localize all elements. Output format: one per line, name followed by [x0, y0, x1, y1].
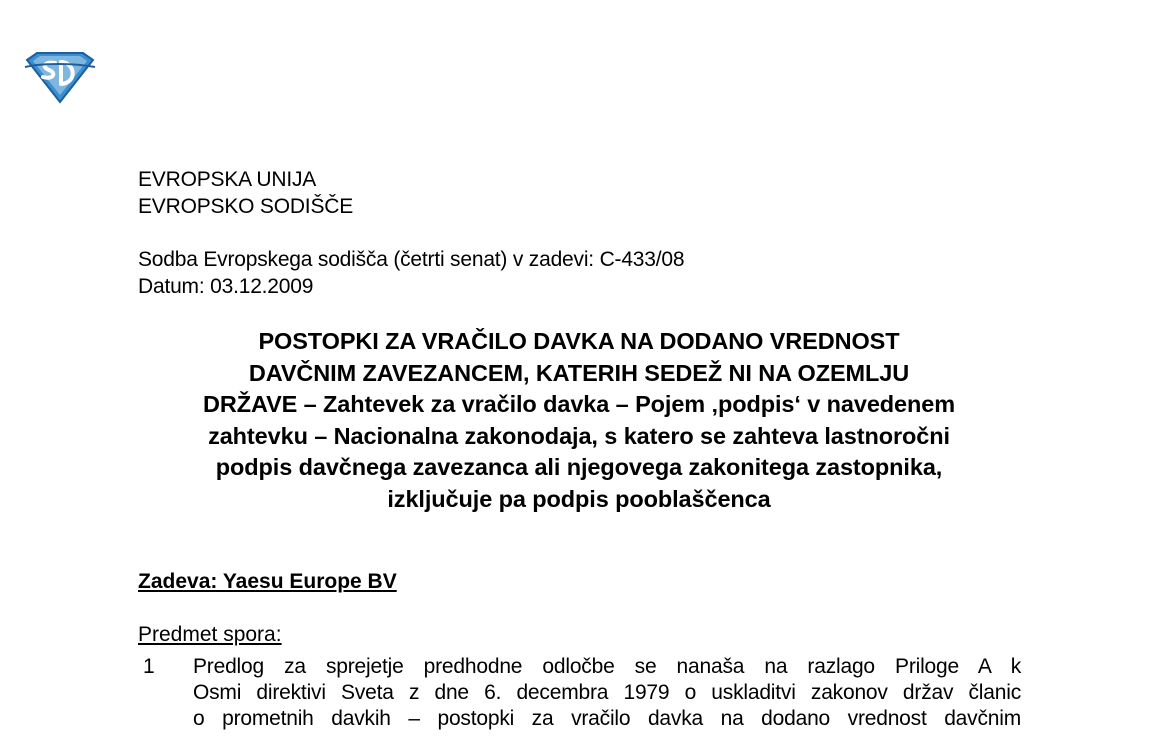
case-date: Datum: 03.12.2009 — [138, 275, 314, 298]
title-line: DRŽAVE – Zahtevek za vračilo davka – Pojem ‚podpis‘ v navedenem — [202, 391, 956, 418]
court-header — [138, 166, 353, 220]
header-court: EVROPSKO SODIŠČE — [138, 195, 354, 218]
paragraph-line: Osmi direktivi Sveta z dne 6. decembra 1979 o uskladitvi zakonov držav članic — [193, 681, 1021, 704]
sd-diamond-logo-icon — [23, 50, 97, 104]
paragraph-number: 1 — [143, 655, 155, 678]
header-union: EVROPSKA UNIJA — [138, 168, 317, 191]
paragraph-body — [193, 654, 1021, 732]
dispute-label: Predmet spora: — [138, 623, 282, 646]
document-title — [130, 326, 1028, 516]
title-line: DAVČNIM ZAVEZANCEM, KATERIH SEDEŽ NI NA OZEMLJU — [248, 359, 910, 386]
case-judgment: Sodba Evropskega sodišča (četrti senat) v zadevi: C-433/08 — [138, 248, 685, 271]
title-line: zahtevku – Nacionalna zakonodaja, s katero se zahteva lastnoročni — [208, 422, 950, 449]
title-line: izključuje pa podpis pooblaščenca — [387, 485, 771, 512]
case-subject: Zadeva: Yaesu Europe BV — [138, 570, 397, 593]
title-line: podpis davčnega zavezanca ali njegovega zakonitega zastopnika, — [215, 454, 943, 481]
paragraph-line: o prometnih davkih – postopki za vračilo davka na dodano vrednost davčnim — [193, 707, 1021, 730]
title-line: POSTOPKI ZA VRAČILO DAVKA NA DODANO VREDNOST — [258, 328, 900, 354]
paragraph-line: Predlog za sprejetje predhodne odločbe se nanaša na razlago Priloge A k — [193, 655, 1021, 678]
case-info — [138, 246, 684, 300]
